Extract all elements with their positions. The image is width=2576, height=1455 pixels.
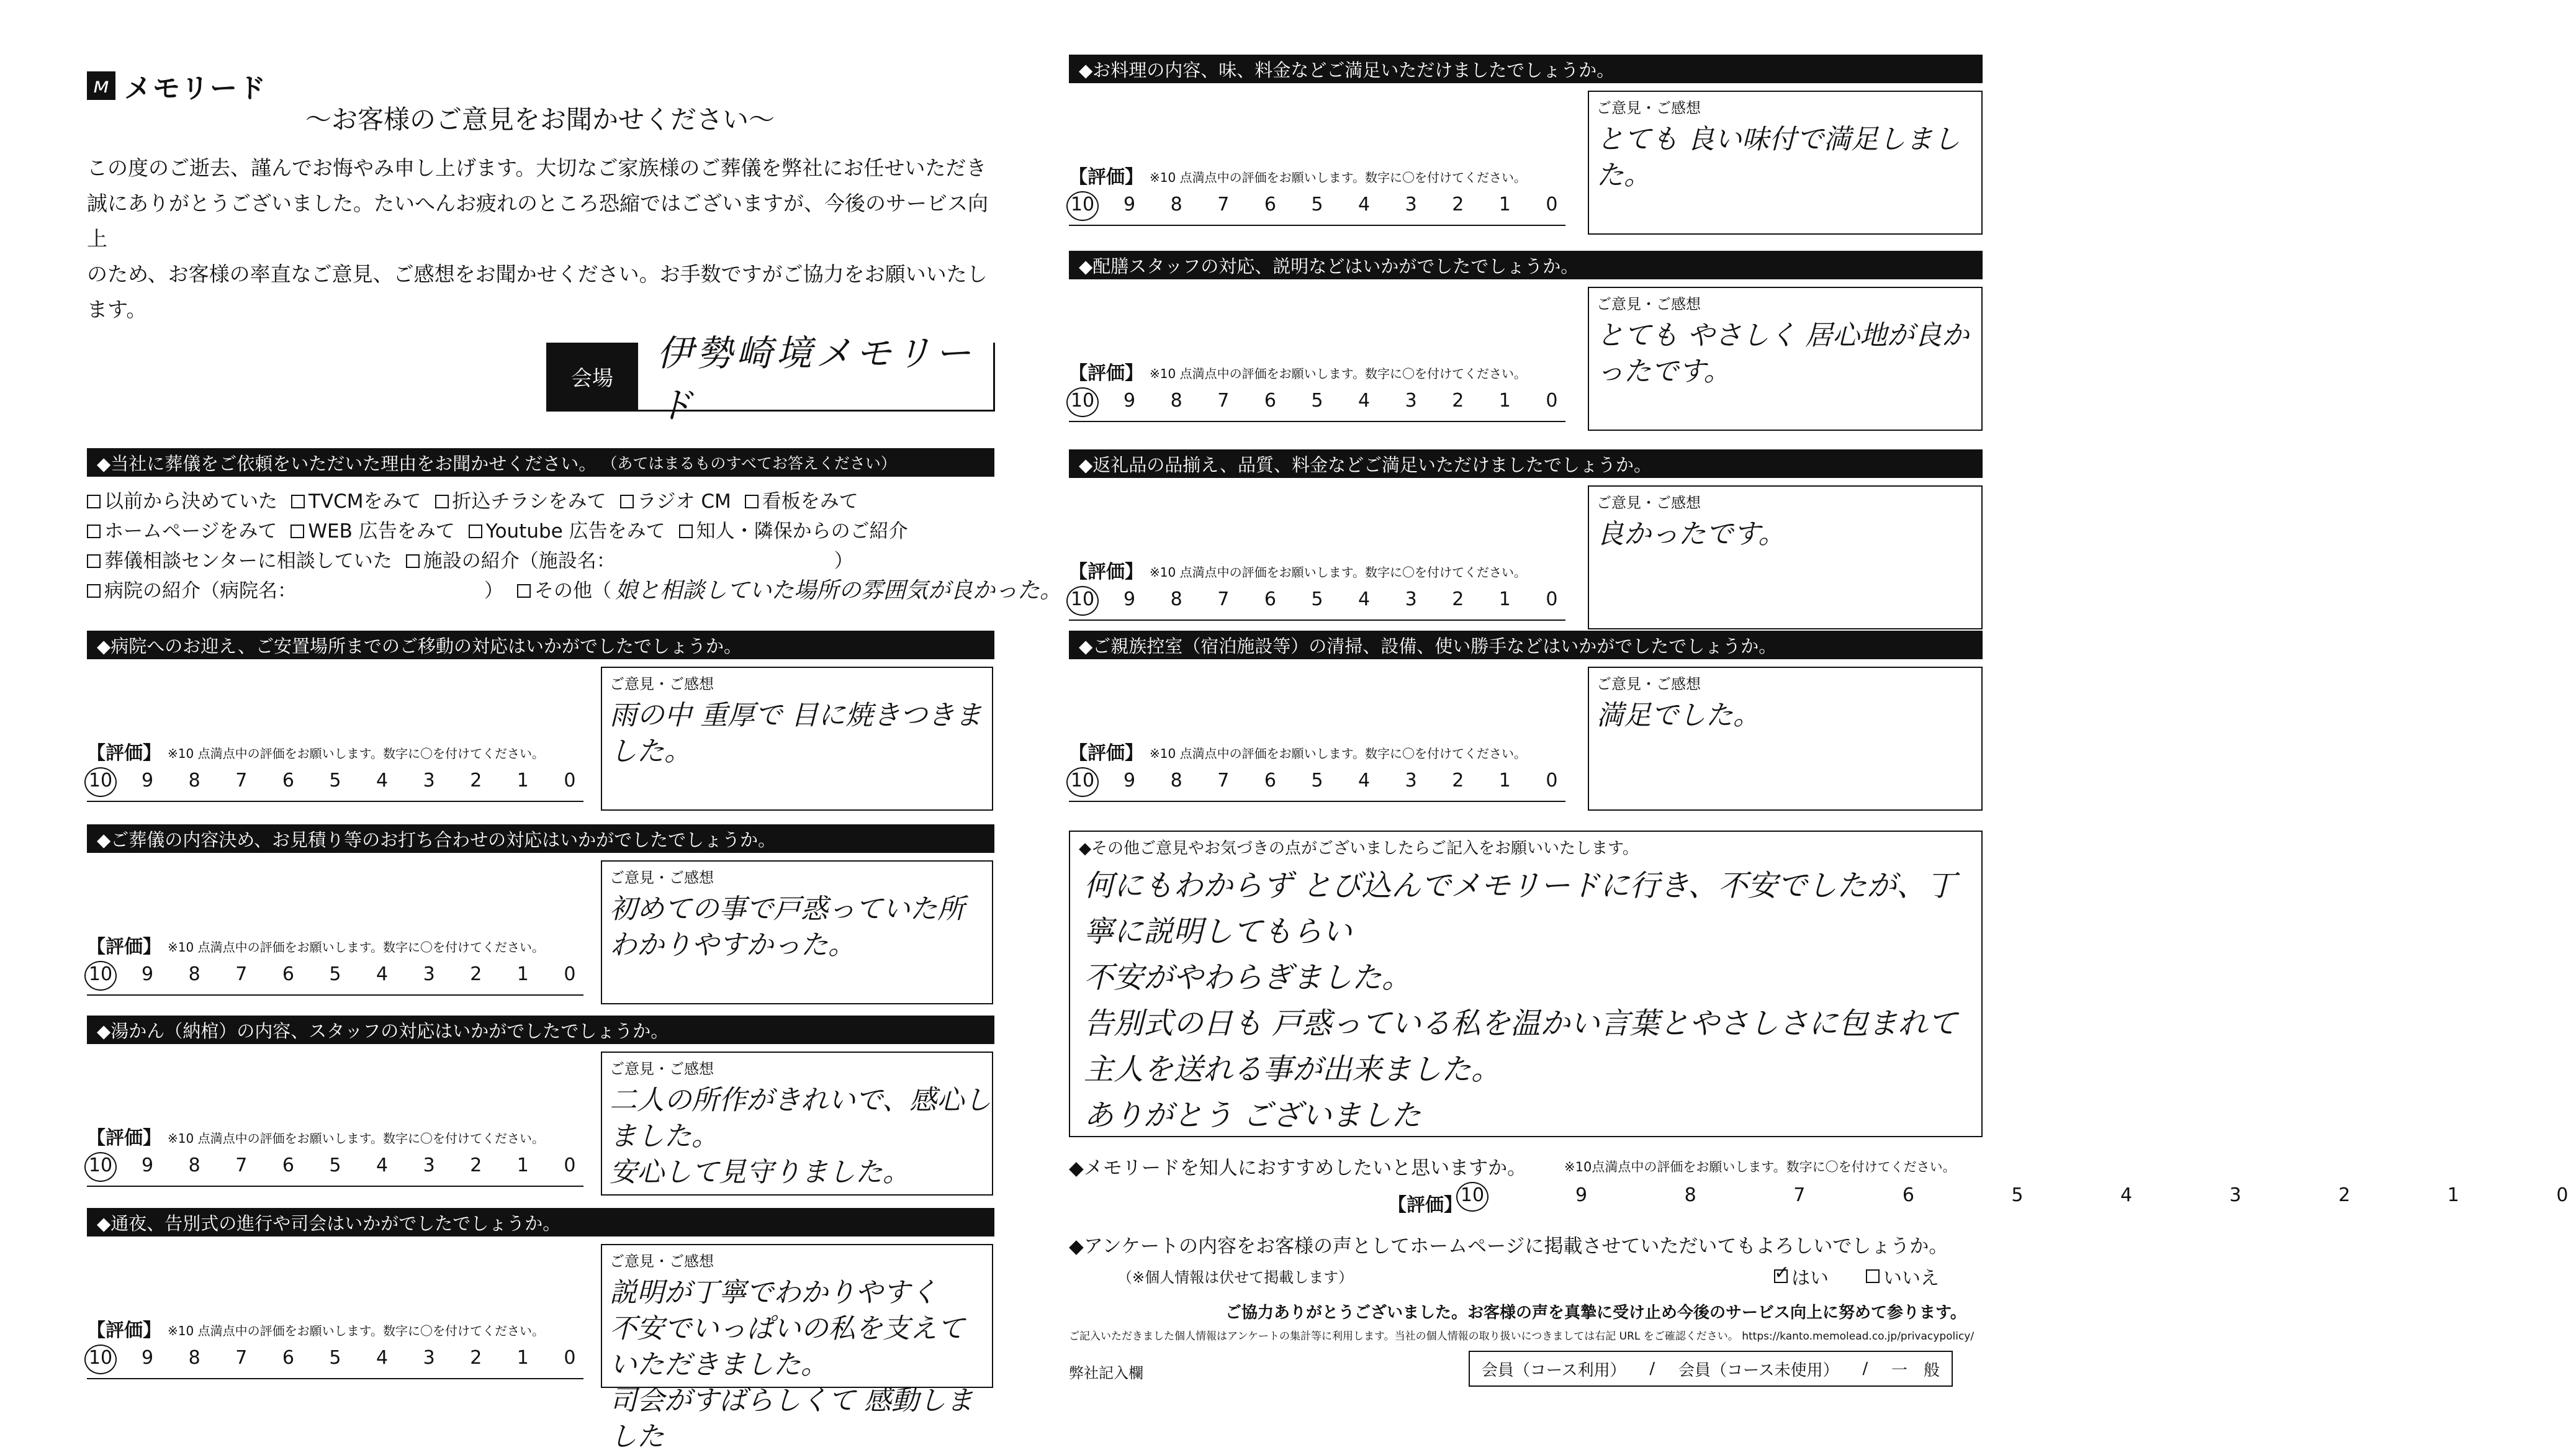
rating-label-text: 評価: [106, 742, 143, 764]
rating-option-10[interactable]: 10: [87, 963, 114, 985]
rating-option-3[interactable]: 3: [2229, 1184, 2241, 1206]
question-header: ◆返礼品の品揃え、品質、料金などご満足いただけましたでしょうか。: [1069, 449, 1983, 478]
rating-option-9[interactable]: 9: [1124, 588, 1136, 610]
comment-box[interactable]: [1588, 287, 1983, 431]
rating-option-1[interactable]: 1: [516, 770, 529, 791]
comment-label: ご意見・ご感想: [610, 675, 714, 693]
thanks-text: ご協力ありがとうございました。お客様の声を真摯に受け止め今後のサービス向上に努めて参ります。: [1225, 1304, 1966, 1322]
rating-scale-line: [87, 795, 583, 802]
rating-option-1[interactable]: 1: [516, 1347, 529, 1369]
checkbox-icon: [1866, 1269, 1880, 1283]
rating-label: 【評価】: [1069, 166, 1143, 188]
checkbox-icon: [469, 525, 482, 538]
comment-text: 良かったです。: [1596, 518, 1786, 550]
rating-option-3[interactable]: 3: [423, 1155, 435, 1176]
rating-option-7[interactable]: 7: [1793, 1184, 1806, 1206]
other-comments-label: ◆その他ご意見やお気づきの点がございましたらご記入をお願いいたします。: [1079, 839, 1639, 858]
reasons-list: [87, 487, 1063, 606]
rating-option-6[interactable]: 6: [282, 770, 294, 791]
question-header: ◆湯かん（納棺）の内容、スタッフの対応はいかがでしたでしょうか。: [87, 1016, 994, 1044]
rating-option-2[interactable]: 2: [470, 770, 482, 791]
comment-text: 説明が丁寧でわかりやすく 不安でいっぱいの私を支えて いただきました。 司会がすばらしくて 感動しました: [610, 1277, 973, 1453]
comment-text: とても やさしく 居心地が良かったです。: [1596, 320, 1969, 387]
rating-option-0[interactable]: 0: [564, 1347, 576, 1369]
comment-text: 満足でした。: [1596, 700, 1760, 731]
comment-text: 雨の中 重厚で 目に焼きつきました。: [610, 700, 982, 767]
rating-note: ※10 点満点中の評価をお願いします。数字に〇を付けてください。: [1150, 170, 1526, 185]
reasons-row: [87, 487, 1030, 516]
reason-checkbox[interactable]: [87, 516, 277, 546]
comment-box[interactable]: [1588, 91, 1983, 235]
reason-label: その他（: [534, 580, 611, 602]
rating-option-4[interactable]: 4: [376, 1347, 389, 1369]
rating-option-4[interactable]: 4: [1358, 390, 1371, 412]
publish-yes-label: はい: [1791, 1268, 1829, 1289]
reason-checkbox[interactable]: [745, 487, 858, 516]
rating-option-9[interactable]: 9: [1124, 390, 1136, 412]
rating-option-9[interactable]: 9: [1575, 1184, 1588, 1206]
rating-label-text: 評価: [1088, 363, 1125, 384]
comment-box[interactable]: [1588, 667, 1983, 811]
rating-label: 【評価】: [1069, 363, 1143, 384]
reason-checkbox[interactable]: [679, 516, 908, 546]
venue-value[interactable]: 伊勢崎境メモリード: [657, 332, 975, 426]
rating-option-2[interactable]: 2: [1452, 588, 1464, 610]
question-header: ◆ご葬儀の内容決め、お見積り等のお打ち合わせの対応はいかがでしたでしょうか。: [87, 824, 994, 853]
page-title: 〜お客様のご意見をお聞かせください〜: [305, 104, 775, 135]
rating-option-3[interactable]: 3: [423, 1347, 435, 1369]
comment-label: ご意見・ご感想: [1596, 494, 1701, 511]
question-header: ◆配膳スタッフの対応、説明などはいかがでしたでしょうか。: [1069, 251, 1983, 279]
rating-option-5[interactable]: 5: [2011, 1184, 2024, 1206]
rating-label: 【評価】: [87, 1320, 161, 1341]
rating-label: 【評価】: [1069, 742, 1143, 764]
reason-label: ）: [834, 550, 853, 572]
comment-label: ご意見・ご感想: [1596, 675, 1701, 693]
staff-label: 弊社記入欄: [1069, 1364, 1143, 1382]
rating-option-5[interactable]: 5: [1311, 194, 1323, 215]
intro-line: 誠にありがとうございました。たいへんお疲れのところ恐縮ではございますが、今後のサービス向上: [87, 191, 988, 251]
reason-checkbox[interactable]: [406, 546, 853, 576]
rating-scale-line: [1069, 613, 1565, 621]
recommend-scale: [1459, 1184, 2576, 1206]
rating-label-text: 評価: [106, 1127, 143, 1149]
reasons-header-text: ◆当社に葬儀をご依頼をいただいた理由をお聞かせください。: [97, 453, 597, 474]
rating-option-9[interactable]: 9: [142, 963, 154, 985]
rating-option-4[interactable]: 4: [1358, 194, 1371, 215]
rating-option-6[interactable]: 6: [282, 1347, 294, 1369]
rating-option-5[interactable]: 5: [329, 1347, 341, 1369]
reasons-row: [87, 516, 1030, 546]
comment-text: 初めての事で戸惑っていた所 わかりやすかった。: [610, 893, 965, 961]
publish-yes-checkbox[interactable]: [1774, 1263, 1829, 1290]
checkbox-icon: [87, 554, 101, 568]
rating-option-10[interactable]: 10: [87, 1347, 114, 1369]
rating-option-1[interactable]: 1: [516, 1155, 529, 1176]
reason-label: 施設の紹介（施設名：: [423, 550, 616, 572]
other-comments-text: 何にもわからず とび込んでメモリードに行き、不安でしたが、丁寧に説明してもらい 不安がやわらぎました。 告別式の日も 戸惑っている私を温かい言葉とやさしさに包まれて 主人を送れる事が出来ました。 ありがとう ございました: [1084, 868, 1958, 1133]
rating-option-9[interactable]: 9: [1124, 770, 1136, 791]
rating-option-0[interactable]: 0: [1546, 588, 1558, 610]
rating-option-6[interactable]: 6: [1264, 390, 1276, 412]
reason-checkbox[interactable]: [517, 576, 1062, 606]
comment-label: ご意見・ご感想: [1596, 295, 1701, 313]
reason-label: ホームページをみて: [104, 520, 277, 543]
checkbox-icon: [620, 495, 634, 508]
comment-box[interactable]: [601, 1244, 993, 1453]
rating-option-8[interactable]: 8: [1170, 194, 1182, 215]
reason-checkbox[interactable]: [290, 516, 454, 546]
rating-option-8[interactable]: 8: [188, 770, 200, 791]
question-header: ◆通夜、告別式の進行や司会はいかがでしたでしょうか。: [87, 1208, 994, 1237]
reason-label: ラジオ CM: [637, 490, 731, 513]
reason-label: 知人・隣保からのご紹介: [696, 520, 908, 543]
rating-label-text: 評価: [1407, 1194, 1444, 1216]
rating-option-7[interactable]: 7: [1217, 390, 1230, 412]
rating-option-1[interactable]: 1: [1498, 390, 1511, 412]
checkbox-icon: [435, 495, 449, 508]
comment-text: とても 良い味付で満足しました。: [1596, 124, 1960, 191]
venue-field: [546, 332, 995, 426]
rating-note: ※10 点満点中の評価をお願いします。数字に〇を付けてください。: [168, 1131, 544, 1146]
rating-option-6[interactable]: 6: [1264, 770, 1276, 791]
rating-option-7[interactable]: 7: [235, 963, 248, 985]
rating-option-8[interactable]: 8: [188, 1347, 200, 1369]
rating-option-9[interactable]: 9: [1124, 194, 1136, 215]
checked-box-icon: [1774, 1262, 1790, 1284]
venue-label: 会場: [546, 343, 638, 410]
reason-checkbox[interactable]: [620, 487, 731, 516]
rating-option-1[interactable]: 1: [1498, 770, 1511, 791]
rating-label-text: 評価: [1088, 561, 1125, 583]
checkbox-icon: [406, 554, 420, 568]
reason-checkbox[interactable]: [469, 516, 665, 546]
reason-label: 看板をみて: [762, 490, 858, 513]
reason-checkbox[interactable]: [87, 546, 392, 576]
rating-label-text: 評価: [1088, 166, 1125, 188]
reasons-header-sub: （あてはまるものすべてお答えください）: [601, 454, 896, 472]
question-header: ◆病院へのお迎え、ご安置場所までのご移動の対応はいかがでしたでしょうか。: [87, 631, 994, 659]
rating-scale-line: [1069, 218, 1565, 226]
rating-scale: [87, 1155, 583, 1176]
rating-scale: [1069, 770, 1565, 791]
other-reason-text[interactable]: 娘と相談していた場所の雰囲気が良かった。: [615, 578, 1063, 603]
comment-label: ご意見・ご感想: [610, 869, 714, 886]
logo-name: メモリード: [124, 73, 267, 104]
rating-note: ※10 点満点中の評価をお願いします。数字に〇を付けてください。: [1150, 366, 1526, 381]
rating-scale: [1069, 588, 1565, 610]
checkbox-icon: [87, 495, 101, 508]
intro-line: この度のご逝去、謹んでお悔やみ申し上げます。大切なご家族様のご葬儀を弊社にお任せいただき: [87, 156, 987, 180]
other-comments-box[interactable]: [1069, 831, 1983, 1137]
rating-scale-line: [87, 1372, 583, 1379]
rating-option-8[interactable]: 8: [1684, 1184, 1696, 1206]
question-header: ◆お料理の内容、味、料金などご満足いただけましたでしょうか。: [1069, 55, 1983, 83]
rating-option-8[interactable]: 8: [1170, 770, 1182, 791]
rating-scale: [1069, 390, 1565, 412]
rating-option-0[interactable]: 0: [1546, 770, 1558, 791]
staff-option[interactable]: 会員（コース利用）: [1481, 1361, 1626, 1380]
rating-note: ※10 点満点中の評価をお願いします。数字に〇を付けてください。: [168, 940, 544, 955]
rating-option-2[interactable]: 2: [1452, 770, 1464, 791]
rating-option-4[interactable]: 4: [376, 1155, 389, 1176]
rating-option-0[interactable]: 0: [564, 770, 576, 791]
rating-option-10[interactable]: 10: [1069, 390, 1096, 412]
company-logo: [87, 67, 267, 104]
publish-question: ◆アンケートの内容をお客様の声としてホームページに掲載させていただいてもよろしいでしょうか。: [1069, 1235, 1948, 1258]
rating-option-0[interactable]: 0: [564, 1155, 576, 1176]
rating-option-3[interactable]: 3: [1405, 770, 1417, 791]
logo-mark-icon: м: [87, 71, 115, 100]
rating-option-7[interactable]: 7: [1217, 588, 1230, 610]
rating-option-9[interactable]: 9: [142, 1347, 154, 1369]
publish-options: [1774, 1263, 1939, 1290]
staff-separator: /: [1862, 1359, 1868, 1378]
rating-label-text: 評価: [106, 1320, 143, 1341]
rating-option-10[interactable]: 10: [1069, 588, 1096, 610]
rating-option-10[interactable]: 10: [1069, 770, 1096, 791]
staff-option[interactable]: 会員（コース未使用）: [1678, 1361, 1839, 1380]
rating-option-3[interactable]: 3: [1405, 194, 1417, 215]
rating-option-5[interactable]: 5: [329, 770, 341, 791]
rating-scale-line: [87, 1179, 583, 1187]
rating-option-10[interactable]: 10: [1069, 194, 1096, 215]
checkbox-icon: [291, 495, 305, 508]
rating-option-1[interactable]: 1: [2447, 1184, 2459, 1206]
rating-option-7[interactable]: 7: [1217, 770, 1230, 791]
rating-label: 【評価】: [1069, 561, 1143, 583]
rating-option-2[interactable]: 2: [1452, 194, 1464, 215]
rating-option-0[interactable]: 0: [1546, 390, 1558, 412]
rating-option-8[interactable]: 8: [1170, 390, 1182, 412]
checkbox-icon: [517, 584, 531, 598]
rating-option-7[interactable]: 7: [235, 1347, 248, 1369]
rating-option-3[interactable]: 3: [423, 770, 435, 791]
rating-option-6[interactable]: 6: [282, 1155, 294, 1176]
staff-separator: /: [1649, 1359, 1655, 1378]
checkbox-icon: [290, 525, 304, 538]
rating-note: ※10 点満点中の評価をお願いします。数字に〇を付けてください。: [168, 746, 544, 761]
rating-option-8[interactable]: 8: [1170, 588, 1182, 610]
rating-label-text: 評価: [106, 936, 143, 958]
publish-note: （※個人情報は伏せて掲載します）: [1117, 1269, 1354, 1286]
comment-label: ご意見・ご感想: [610, 1253, 714, 1270]
staff-box: [1469, 1351, 1953, 1387]
rating-option-6[interactable]: 6: [1264, 588, 1276, 610]
rating-option-2[interactable]: 2: [470, 1155, 482, 1176]
comment-label: ご意見・ご感想: [610, 1060, 714, 1078]
rating-option-9[interactable]: 9: [142, 770, 154, 791]
rating-note: ※10 点満点中の評価をお願いします。数字に〇を付けてください。: [168, 1323, 544, 1338]
comment-box[interactable]: [601, 1052, 993, 1196]
rating-option-6[interactable]: 6: [282, 963, 294, 985]
rating-option-7[interactable]: 7: [235, 1155, 248, 1176]
rating-scale: [87, 963, 583, 985]
reason-label: TVCMをみて: [308, 490, 421, 513]
rating-note: ※10 点満点中の評価をお願いします。数字に〇を付けてください。: [1150, 565, 1526, 580]
reason-label: ）: [484, 580, 503, 602]
checkbox-icon: [745, 495, 759, 508]
intro-line: のため、お客様の率直なご意見、ご感想をお聞かせください。お手数ですがご協力をお願いいたします。: [87, 262, 988, 322]
comment-box[interactable]: [601, 667, 993, 811]
rating-option-5[interactable]: 5: [329, 1155, 341, 1176]
rating-option-6[interactable]: 6: [1264, 194, 1276, 215]
rating-option-4[interactable]: 4: [1358, 588, 1371, 610]
staff-option[interactable]: 一 般: [1891, 1361, 1940, 1380]
rating-option-1[interactable]: 1: [1498, 588, 1511, 610]
reason-checkbox[interactable]: [87, 487, 277, 516]
check-mark-icon: ✓: [1774, 1262, 1790, 1284]
rating-label: 【評価】: [87, 742, 161, 764]
reason-label: 以前から決めていた: [104, 490, 277, 513]
rating-scale: [87, 1347, 583, 1369]
reason-label: 葬儀相談センターに相談していた: [104, 550, 392, 572]
rating-option-1[interactable]: 1: [516, 963, 529, 985]
recommend-rating-label: 【評価】: [1388, 1194, 1462, 1216]
recommend-question: ◆メモリードを知人におすすめしたいと思いますか。: [1069, 1157, 1527, 1179]
rating-option-3[interactable]: 3: [1405, 588, 1417, 610]
reason-label: 病院の紹介（病院名：: [104, 580, 297, 602]
reasons-header: [87, 448, 994, 477]
rating-option-0[interactable]: 0: [564, 963, 576, 985]
rating-option-5[interactable]: 5: [1311, 588, 1323, 610]
rating-option-5[interactable]: 5: [329, 963, 341, 985]
rating-option-0[interactable]: 0: [2556, 1184, 2569, 1206]
publish-no-label: いいえ: [1883, 1268, 1939, 1289]
rating-option-4[interactable]: 4: [376, 963, 389, 985]
rating-option-2[interactable]: 2: [470, 1347, 482, 1369]
reason-checkbox[interactable]: [291, 487, 421, 516]
rating-option-3[interactable]: 3: [1405, 390, 1417, 412]
rating-option-9[interactable]: 9: [142, 1155, 154, 1176]
rating-option-10[interactable]: 10: [87, 1155, 114, 1176]
rating-option-8[interactable]: 8: [188, 963, 200, 985]
rating-option-4[interactable]: 4: [2120, 1184, 2133, 1206]
intro-text: [87, 150, 993, 327]
rating-option-8[interactable]: 8: [188, 1155, 200, 1176]
comment-text: 二人の所作がきれいで、感心しました。 安心して見守りました。: [610, 1084, 992, 1188]
reason-checkbox[interactable]: [87, 576, 503, 606]
reasons-row: [87, 576, 1063, 606]
rating-option-2[interactable]: 2: [1452, 390, 1464, 412]
rating-option-2[interactable]: 2: [470, 963, 482, 985]
rating-option-5[interactable]: 5: [1311, 390, 1323, 412]
rating-scale: [87, 770, 583, 791]
reason-checkbox[interactable]: [435, 487, 606, 516]
rating-option-2[interactable]: 2: [2338, 1184, 2351, 1206]
checkbox-icon: [87, 525, 101, 538]
comment-box[interactable]: [1588, 485, 1983, 629]
rating-option-0[interactable]: 0: [1546, 194, 1558, 215]
checkbox-icon: [87, 584, 101, 598]
rating-label-text: 評価: [1088, 742, 1125, 764]
rating-scale-line: [87, 988, 583, 996]
publish-no-checkbox[interactable]: [1866, 1263, 1939, 1290]
rating-option-4[interactable]: 4: [1358, 770, 1371, 791]
rating-option-10[interactable]: 10: [1459, 1184, 1486, 1206]
reason-label: 折込チラシをみて: [452, 490, 606, 513]
rating-option-3[interactable]: 3: [423, 963, 435, 985]
rating-note: ※10 点満点中の評価をお願いします。数字に〇を付けてください。: [1150, 746, 1526, 761]
reason-label: Youtube 広告をみて: [485, 520, 665, 543]
reasons-row: [87, 546, 1030, 576]
checkbox-icon: [679, 525, 693, 538]
rating-option-7[interactable]: 7: [235, 770, 248, 791]
comment-label: ご意見・ご感想: [1596, 99, 1701, 117]
rating-option-10[interactable]: 10: [87, 770, 114, 791]
comment-box[interactable]: [601, 860, 993, 1004]
rating-scale-line: [1069, 415, 1565, 422]
rating-option-1[interactable]: 1: [1498, 194, 1511, 215]
privacy-note: ご記入いただきました個人情報はアンケートの集計等に利用します。当社の個人情報の取り扱いにつきましては右記 URL をご確認ください。 https://kanto.memolead.co.jp/privacypolicy/: [1069, 1330, 1975, 1343]
rating-label: 【評価】: [87, 936, 161, 958]
rating-scale: [1069, 194, 1565, 215]
rating-label: 【評価】: [87, 1127, 161, 1149]
rating-option-7[interactable]: 7: [1217, 194, 1230, 215]
reason-label: WEB 広告をみて: [308, 520, 455, 543]
rating-scale-line: [1069, 795, 1565, 802]
rating-option-6[interactable]: 6: [1902, 1184, 1914, 1206]
rating-option-5[interactable]: 5: [1311, 770, 1323, 791]
rating-option-4[interactable]: 4: [376, 770, 389, 791]
recommend-note: ※10点満点中の評価をお願いします。数字に〇を付けてください。: [1564, 1160, 1956, 1174]
question-header: ◆ご親族控室（宿泊施設等）の清掃、設備、使い勝手などはいかがでしたでしょうか。: [1069, 631, 1983, 659]
